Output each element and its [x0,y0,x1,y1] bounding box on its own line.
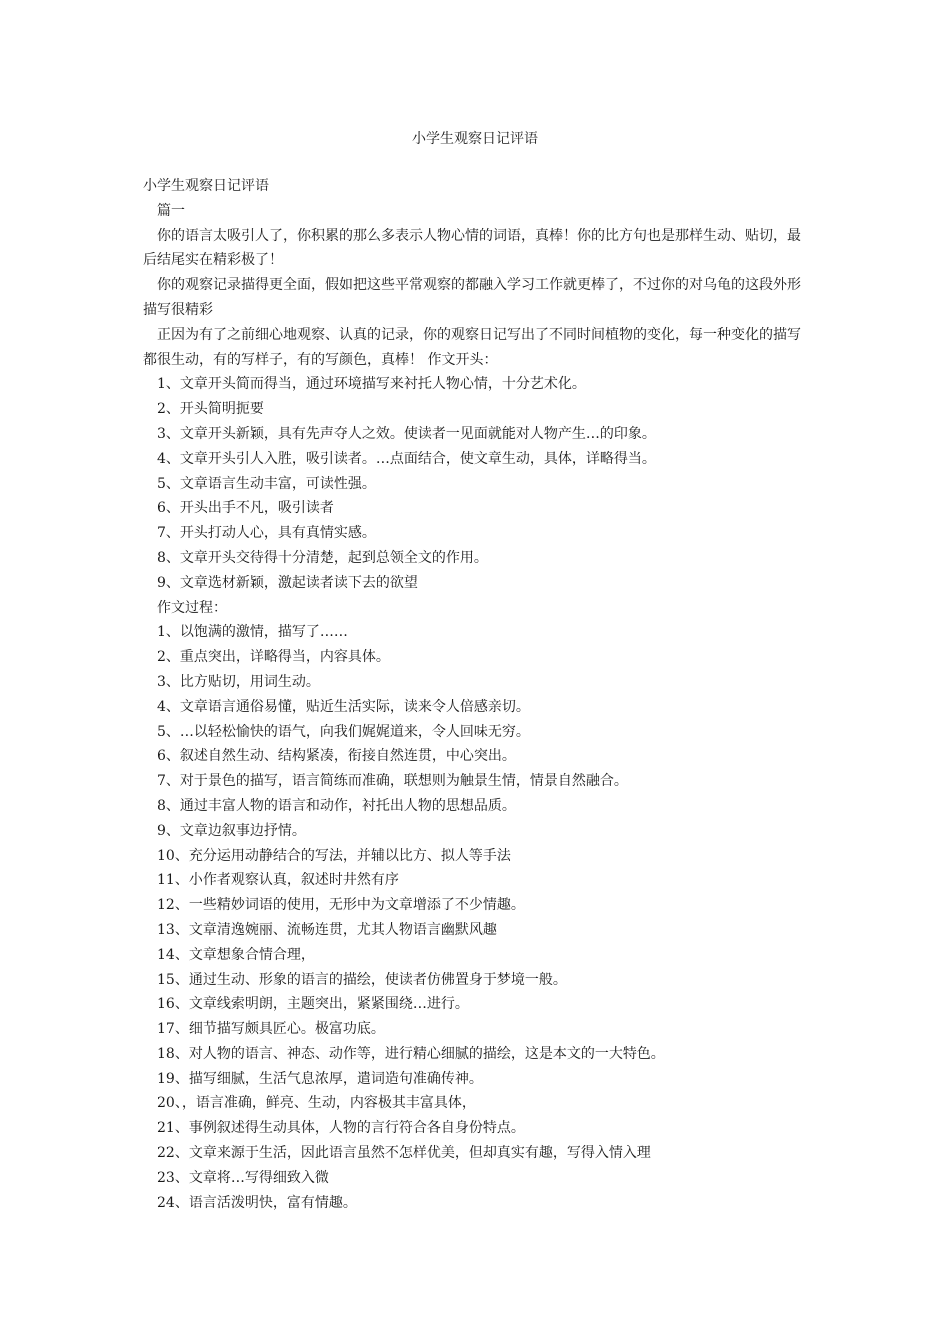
list-item: 10、充分运用动静结合的写法，并辅以比方、拟人等手法 [157,847,511,864]
list-item: 20、，语言准确，鲜亮、生动，内容极其丰富具体， [157,1095,476,1112]
list-item: 11、小作者观察认真，叙述时井然有序 [157,872,399,889]
list-item: 23、文章将…写得细致入微 [157,1169,329,1186]
list-item: 5、文章语言生动丰富，可读性强。 [157,475,376,492]
section-label: 篇一 [157,202,185,219]
document-body [143,174,809,1215]
list-item: 13、文章清逸婉丽、流畅连贯，尤其人物语言幽默风趣 [157,921,497,938]
list-item: 1、以饱满的激情，描写了…… [157,624,348,641]
list-item: 24、语言活泼明快，富有情趣。 [157,1194,357,1211]
paragraph: 正因为有了之前细心地观察、认真的记录，你的观察日记写出了不同时间植物的变化，每一种变化的描写都很生动，有的写样子，有的写颜色，真棒！ 作文开头： [143,326,801,368]
list-item: 15、通过生动、形象的语言的描绘，使读者仿佛置身于梦境一般。 [157,971,567,988]
list-item: 3、比方贴切，用词生动。 [157,673,320,690]
paragraph: 你的观察记录描得更全面，假如把这些平常观察的都融入学习工作就更棒了，不过你的对乌龟的这段外形描写很精彩 [143,277,801,318]
list-item: 2、重点突出，详略得当，内容具体。 [157,649,390,666]
list-item: 7、对于景色的描写，语言简练而准确，联想则为触景生情，情景自然融合。 [157,773,628,790]
list-item: 22、文章来源于生活，因此语言虽然不怎样优美，但却真实有趣，写得入情入理 [157,1145,651,1162]
list-item: 9、文章选材新颖，激起读者读下去的欲望 [157,574,418,591]
list-item: 8、文章开头交待得十分清楚，起到总领全文的作用。 [157,549,488,566]
list-item: 5、…以轻松愉快的语气，向我们娓娓道来，令人回味无穷。 [157,723,530,740]
list-item: 6、叙述自然生动、结构紧凑，衔接自然连贯，中心突出。 [157,748,516,765]
list-item: 4、文章开头引人入胜，吸引读者。…点面结合，使文章生动，具体，详略得当。 [157,450,656,467]
list-item: 16、文章线索明朗，主题突出，紧紧围绕…进行。 [157,996,469,1013]
paragraph: 你的语言太吸引人了，你积累的那么多表示人物心情的词语，真棒！你的比方句也是那样生动、贴切，最后结尾实在精彩极了！ [143,227,801,269]
list-item: 21、事例叙述得生动具体，人物的言行符合各自身份特点。 [157,1120,525,1137]
list-item: 3、文章开头新颖，具有先声夺人之效。使读者一见面就能对人物产生…的印象。 [157,425,656,442]
process-comments-list [143,620,809,1215]
list-item: 1、文章开头简而得当，通过环境描写来衬托人物心情，十分艺术化。 [157,376,586,393]
list-item: 14、文章想象合情合理， [157,946,315,963]
list-item: 9、文章边叙事边抒情。 [157,822,306,839]
process-label: 作文过程： [157,599,227,616]
list-item: 17、细节描写颇具匠心。极富功底。 [157,1021,385,1038]
body-heading: 小学生观察日记评语 [143,178,269,194]
document-title: 小学生观察日记评语 [412,131,538,147]
list-item: 18、对人物的语言、神态、动作等，进行精心细腻的描绘，这是本文的一大特色。 [157,1045,665,1062]
list-item: 6、开头出手不凡，吸引读者 [157,500,334,517]
opening-comments-list [143,372,809,595]
list-item: 2、开头简明扼要 [157,401,264,418]
list-item: 12、一些精妙词语的使用，无形中为文章增添了不少情趣。 [157,897,525,914]
list-item: 19、描写细腻，生活气息浓厚，遣词造句准确传神。 [157,1070,483,1087]
list-item: 4、文章语言通俗易懂，贴近生活实际，读来令人倍感亲切。 [157,698,530,715]
list-item: 8、通过丰富人物的语言和动作，衬托出人物的思想品质。 [157,797,516,814]
list-item: 7、开头打动人心，具有真情实感。 [157,525,376,542]
